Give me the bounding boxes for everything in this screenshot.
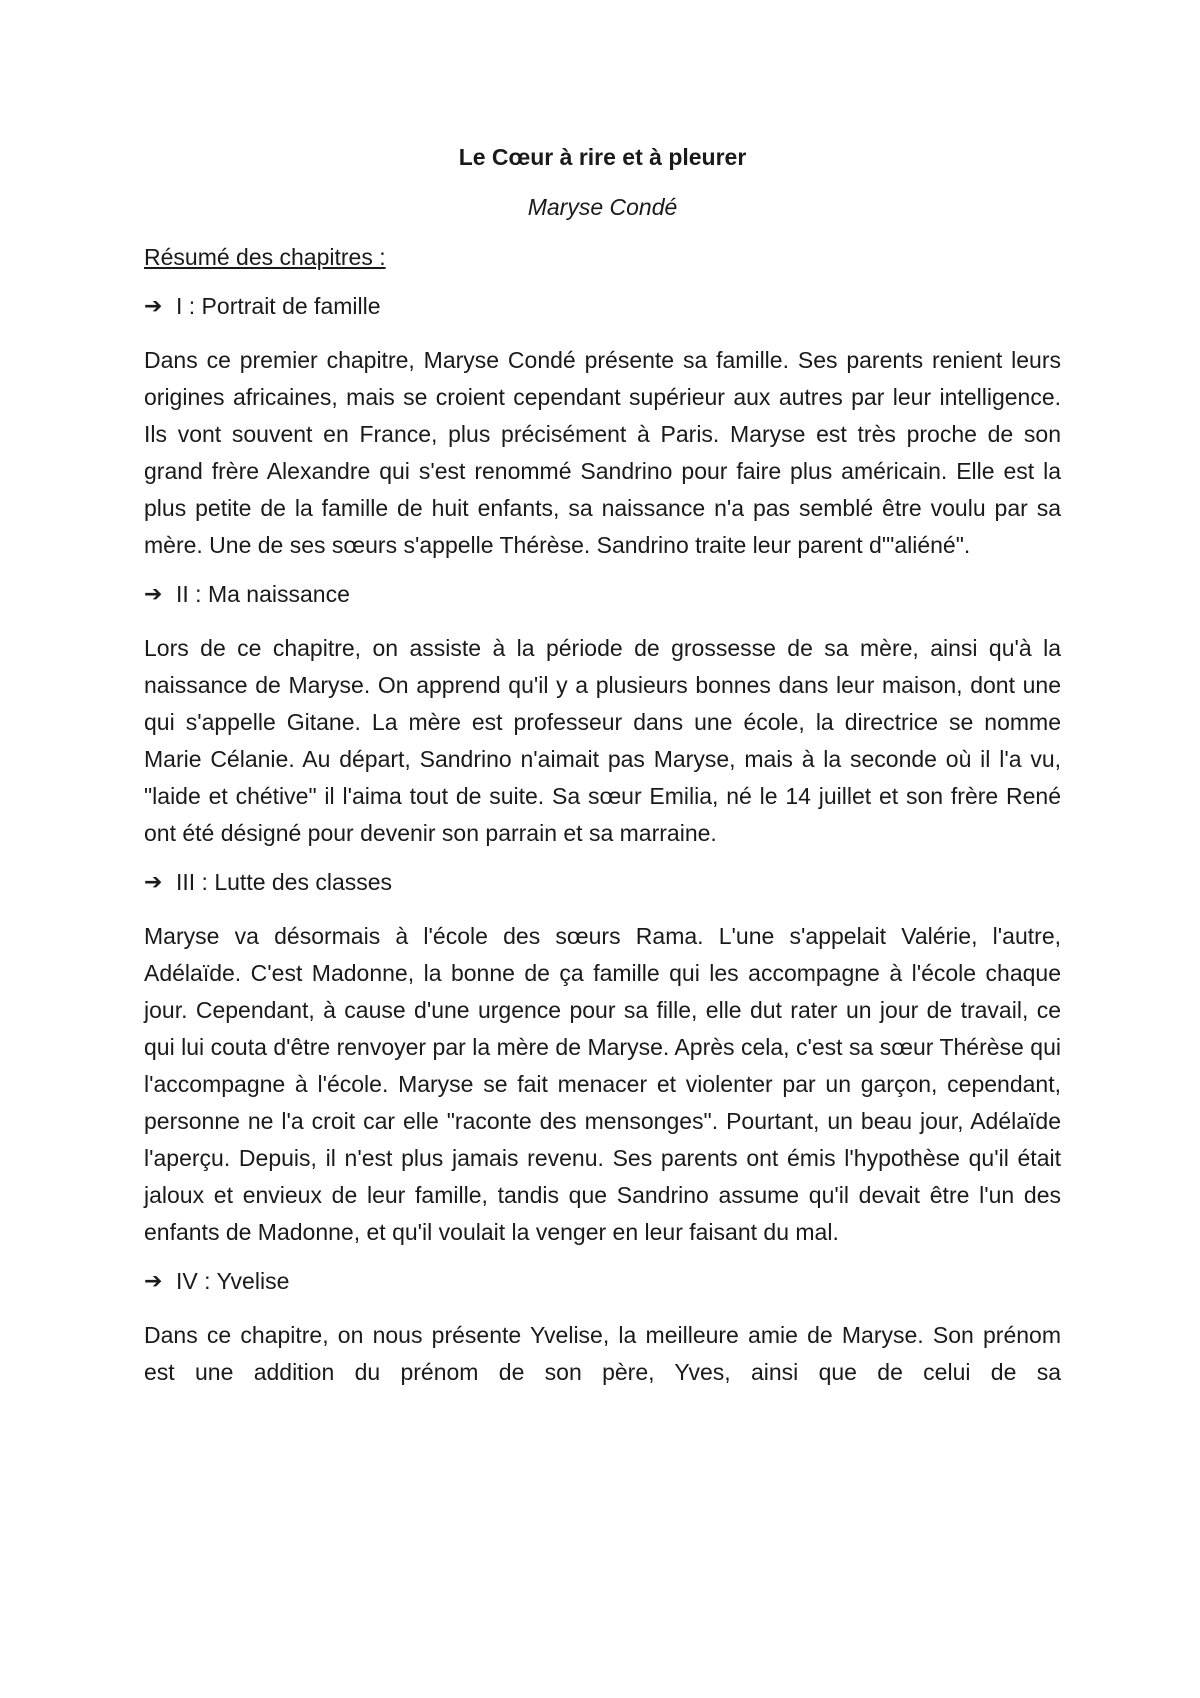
chapter-title-1: I : Portrait de famille xyxy=(176,293,381,319)
chapter-title-3: III : Lutte des classes xyxy=(176,869,393,895)
chapter-heading-3 xyxy=(144,868,1061,896)
arrow-right-icon: ➔ xyxy=(144,1268,163,1293)
document-author: Maryse Condé xyxy=(527,194,678,220)
arrow-right-icon: ➔ xyxy=(144,581,163,606)
chapter-title-4: IV : Yvelise xyxy=(176,1268,290,1294)
chapter-summary-3: Maryse va désormais à l'école des sœurs Rama. L'une s'appelait Valérie, l'autre, Adélaïde. C'est Madonne, la bonne de ça famille qui les accompagne à l'école chaque jour. Cependant, à cause d'une urgence pour sa fille, elle dut rater un jour de travail, ce qui lui couta d'être renvoyer par la mère de Maryse. Après cela, c'est sa sœur Thérèse qui l'accompagne à l'école. Maryse se fait menacer et violenter par un garçon, cependant, personne ne l'a croit car elle "raconte des mensonges". Pourtant, un beau jour, Adélaïde l'aperçu. Depuis, il n'est plus jamais revenu. Ses parents ont émis l'hypothèse qu'il était jaloux et envieux de leur famille, tandis que Sandrino assume qu'il devait être l'un des enfants de Madonne, et qu'il voulait la venger en leur faisant du mal. xyxy=(144,923,1061,1245)
summary-heading: Résumé des chapitres : xyxy=(144,244,386,270)
chapter-summary-4: Dans ce chapitre, on nous présente Yvelise, la meilleure amie de Maryse. Son prénom est une addition du prénom de son père, Yves, ainsi que de celui de sa xyxy=(144,1322,1061,1385)
chapter-summary-2: Lors de ce chapitre, on assiste à la période de grossesse de sa mère, ainsi qu'à la naissance de Maryse. On apprend qu'il y a plusieurs bonnes dans leur maison, dont une qui s'appelle Gitane. La mère est professeur dans une école, la directrice se nomme Marie Célanie. Au départ, Sandrino n'aimait pas Maryse, mais à la seconde où il l'a vu, "laide et chétive" il l'aima tout de suite. Sa sœur Emilia, né le 14 juillet et son frère René ont été désigné pour devenir son parrain et sa marraine. xyxy=(144,635,1061,846)
chapter-title-2: II : Ma naissance xyxy=(176,581,350,607)
arrow-right-icon: ➔ xyxy=(144,293,163,318)
chapter-heading-4 xyxy=(144,1267,1061,1295)
document-content xyxy=(144,143,1061,1407)
chapter-heading-1 xyxy=(144,292,1061,320)
chapter-summary-1: Dans ce premier chapitre, Maryse Condé présente sa famille. Ses parents renient leurs origines africaines, mais se croient cependant supérieur aux autres par leur intelligence. Ils vont souvent en France, plus précisément à Paris. Maryse est très proche de son grand frère Alexandre qui s'est renommé Sandrino pour faire plus américain. Elle est la plus petite de la famille de huit enfants, sa naissance n'a pas semblé être voulu par sa mère. Une de ses sœurs s'appelle Thérèse. Sandrino traite leur parent d'"aliéné". xyxy=(144,347,1061,558)
arrow-right-icon: ➔ xyxy=(144,869,163,894)
chapter-heading-2 xyxy=(144,580,1061,608)
document-title: Le Cœur à rire et à pleurer xyxy=(458,144,747,170)
